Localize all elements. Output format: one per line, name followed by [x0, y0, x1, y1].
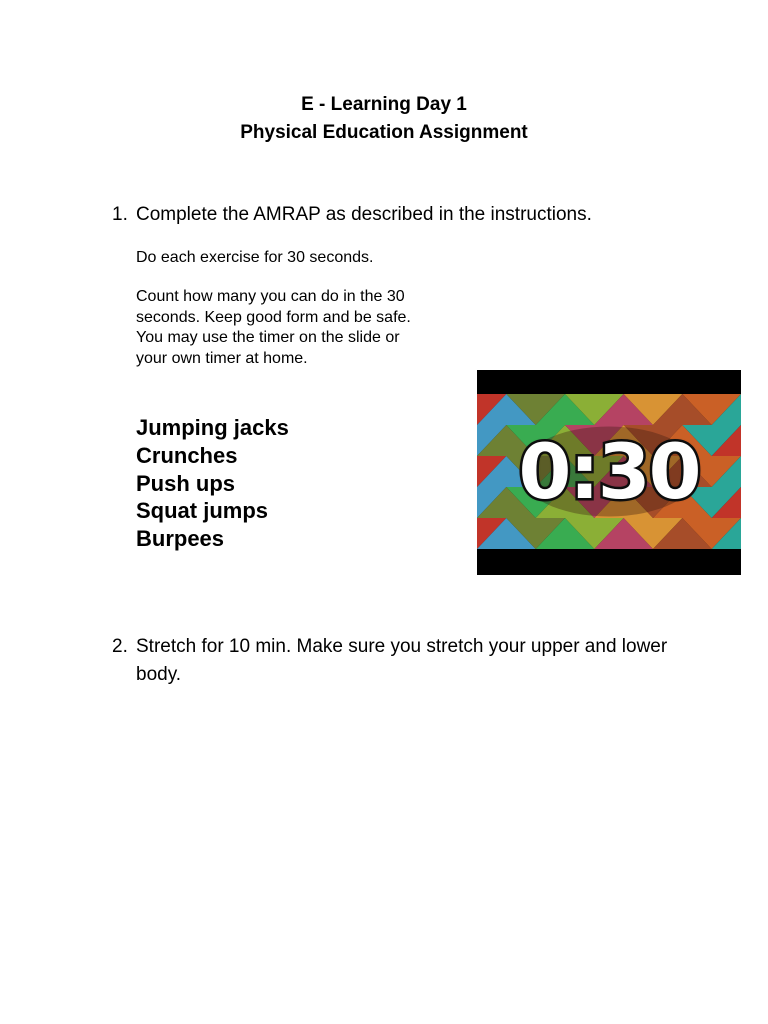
instruction-duration: Do each exercise for 30 seconds.	[136, 249, 374, 266]
exercise-list	[136, 414, 289, 553]
exercise-item: Push ups	[136, 470, 236, 496]
item-1-text: Complete the AMRAP as described in the instructions.	[136, 204, 592, 225]
title-line-2: Physical Education Assignment	[240, 122, 528, 143]
exercise-item: Crunches	[136, 442, 238, 468]
item-2-text: Stretch for 10 min. Make sure you stretch your upper and lower body.	[136, 636, 668, 685]
item-1-number: 1.	[112, 204, 128, 225]
timer-image	[477, 370, 741, 575]
item-2-number: 2.	[112, 636, 128, 657]
instruction-details: Count how many you can do in the 30 seconds. Keep good form and be safe. You may use the timer on the slide or your own timer at home.	[136, 288, 411, 367]
assignment-item-2	[112, 633, 672, 689]
exercise-item: Burpees	[136, 526, 225, 552]
assignment-item-1	[112, 201, 672, 229]
timer-display: 0:30	[518, 427, 700, 516]
exercise-item: Squat jumps	[136, 498, 269, 524]
exercise-item: Jumping jacks	[136, 415, 289, 440]
title-line-1: E - Learning Day 1	[301, 94, 467, 115]
